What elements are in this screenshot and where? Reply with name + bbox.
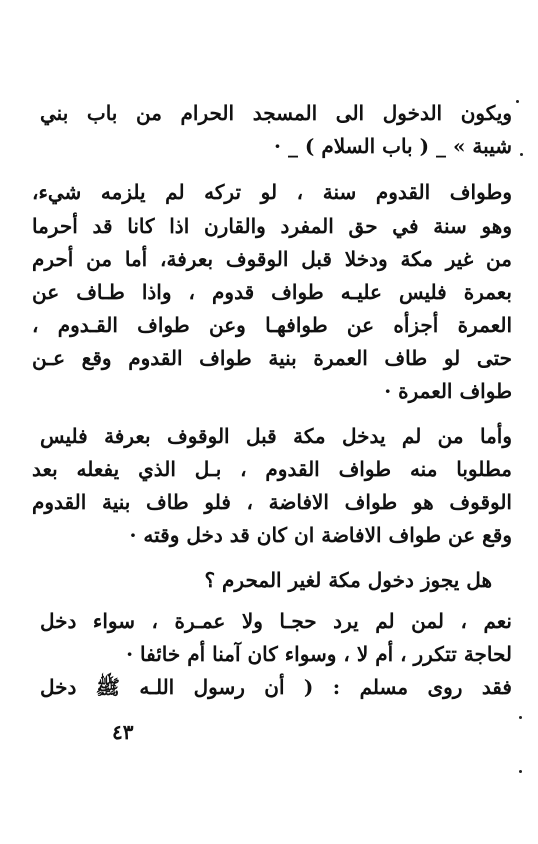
text-line: ويكون الدخول الى المسجد الحرام من باب بني — [40, 101, 512, 125]
scan-mark — [519, 770, 522, 773]
text-line: فقد روى مسلم : ( أن رسول اللـه ﷺ دخل — [40, 675, 512, 699]
text-line: طواف العمرة · — [384, 379, 512, 403]
question-heading: هل يجوز دخول مكة لغير المحرم ؟ — [204, 568, 492, 592]
text-line: شيبة » _ ( باب السلام ) _ · — [274, 134, 512, 158]
text-line: وهو سنة في حق المفرد والقارن اذا كانا قد أحرما — [32, 214, 512, 238]
text-line: نعم ، لمن لم يرد حجـا ولا عمـرة ، سواء دخل — [40, 609, 513, 633]
text-line: مطلوبا منه طواف القدوم ، بـل الذي يفعله بعد — [32, 457, 512, 481]
text-line: وأما من لم يدخل مكة قبل الوقوف بعرفة فليس — [40, 424, 512, 448]
text-line: وطواف القدوم سنة ، لو تركه لم يلزمه شيء، — [32, 180, 512, 204]
text-line: وقع عن طواف الافاضة ان كان قد دخل وقته · — [129, 523, 512, 547]
text-line: حتى لو طاف العمرة بنية طواف القدوم وقع عـن — [32, 346, 512, 370]
text-line: الوقوف هو طواف الافاضة ، فلو طاف بنية القدوم — [32, 490, 512, 514]
page-number: ٤٣ — [112, 720, 134, 744]
scan-mark — [519, 716, 522, 719]
text-line: العمرة أجزأه عن طوافهـا وعن طواف القـدوم ، — [32, 313, 512, 337]
text-line: من غير مكة ودخلا قبل الوقوف بعرفة، أما من أحرم — [32, 247, 512, 271]
text-line: لحاجة تتكرر ، أم لا ، وسواء كان آمنا أم خائفا · — [126, 642, 512, 666]
scan-mark — [516, 100, 519, 103]
scan-mark — [520, 153, 523, 156]
text-line: بعمرة فليس عليـه طواف قدوم ، واذا طـاف عن — [32, 280, 512, 304]
